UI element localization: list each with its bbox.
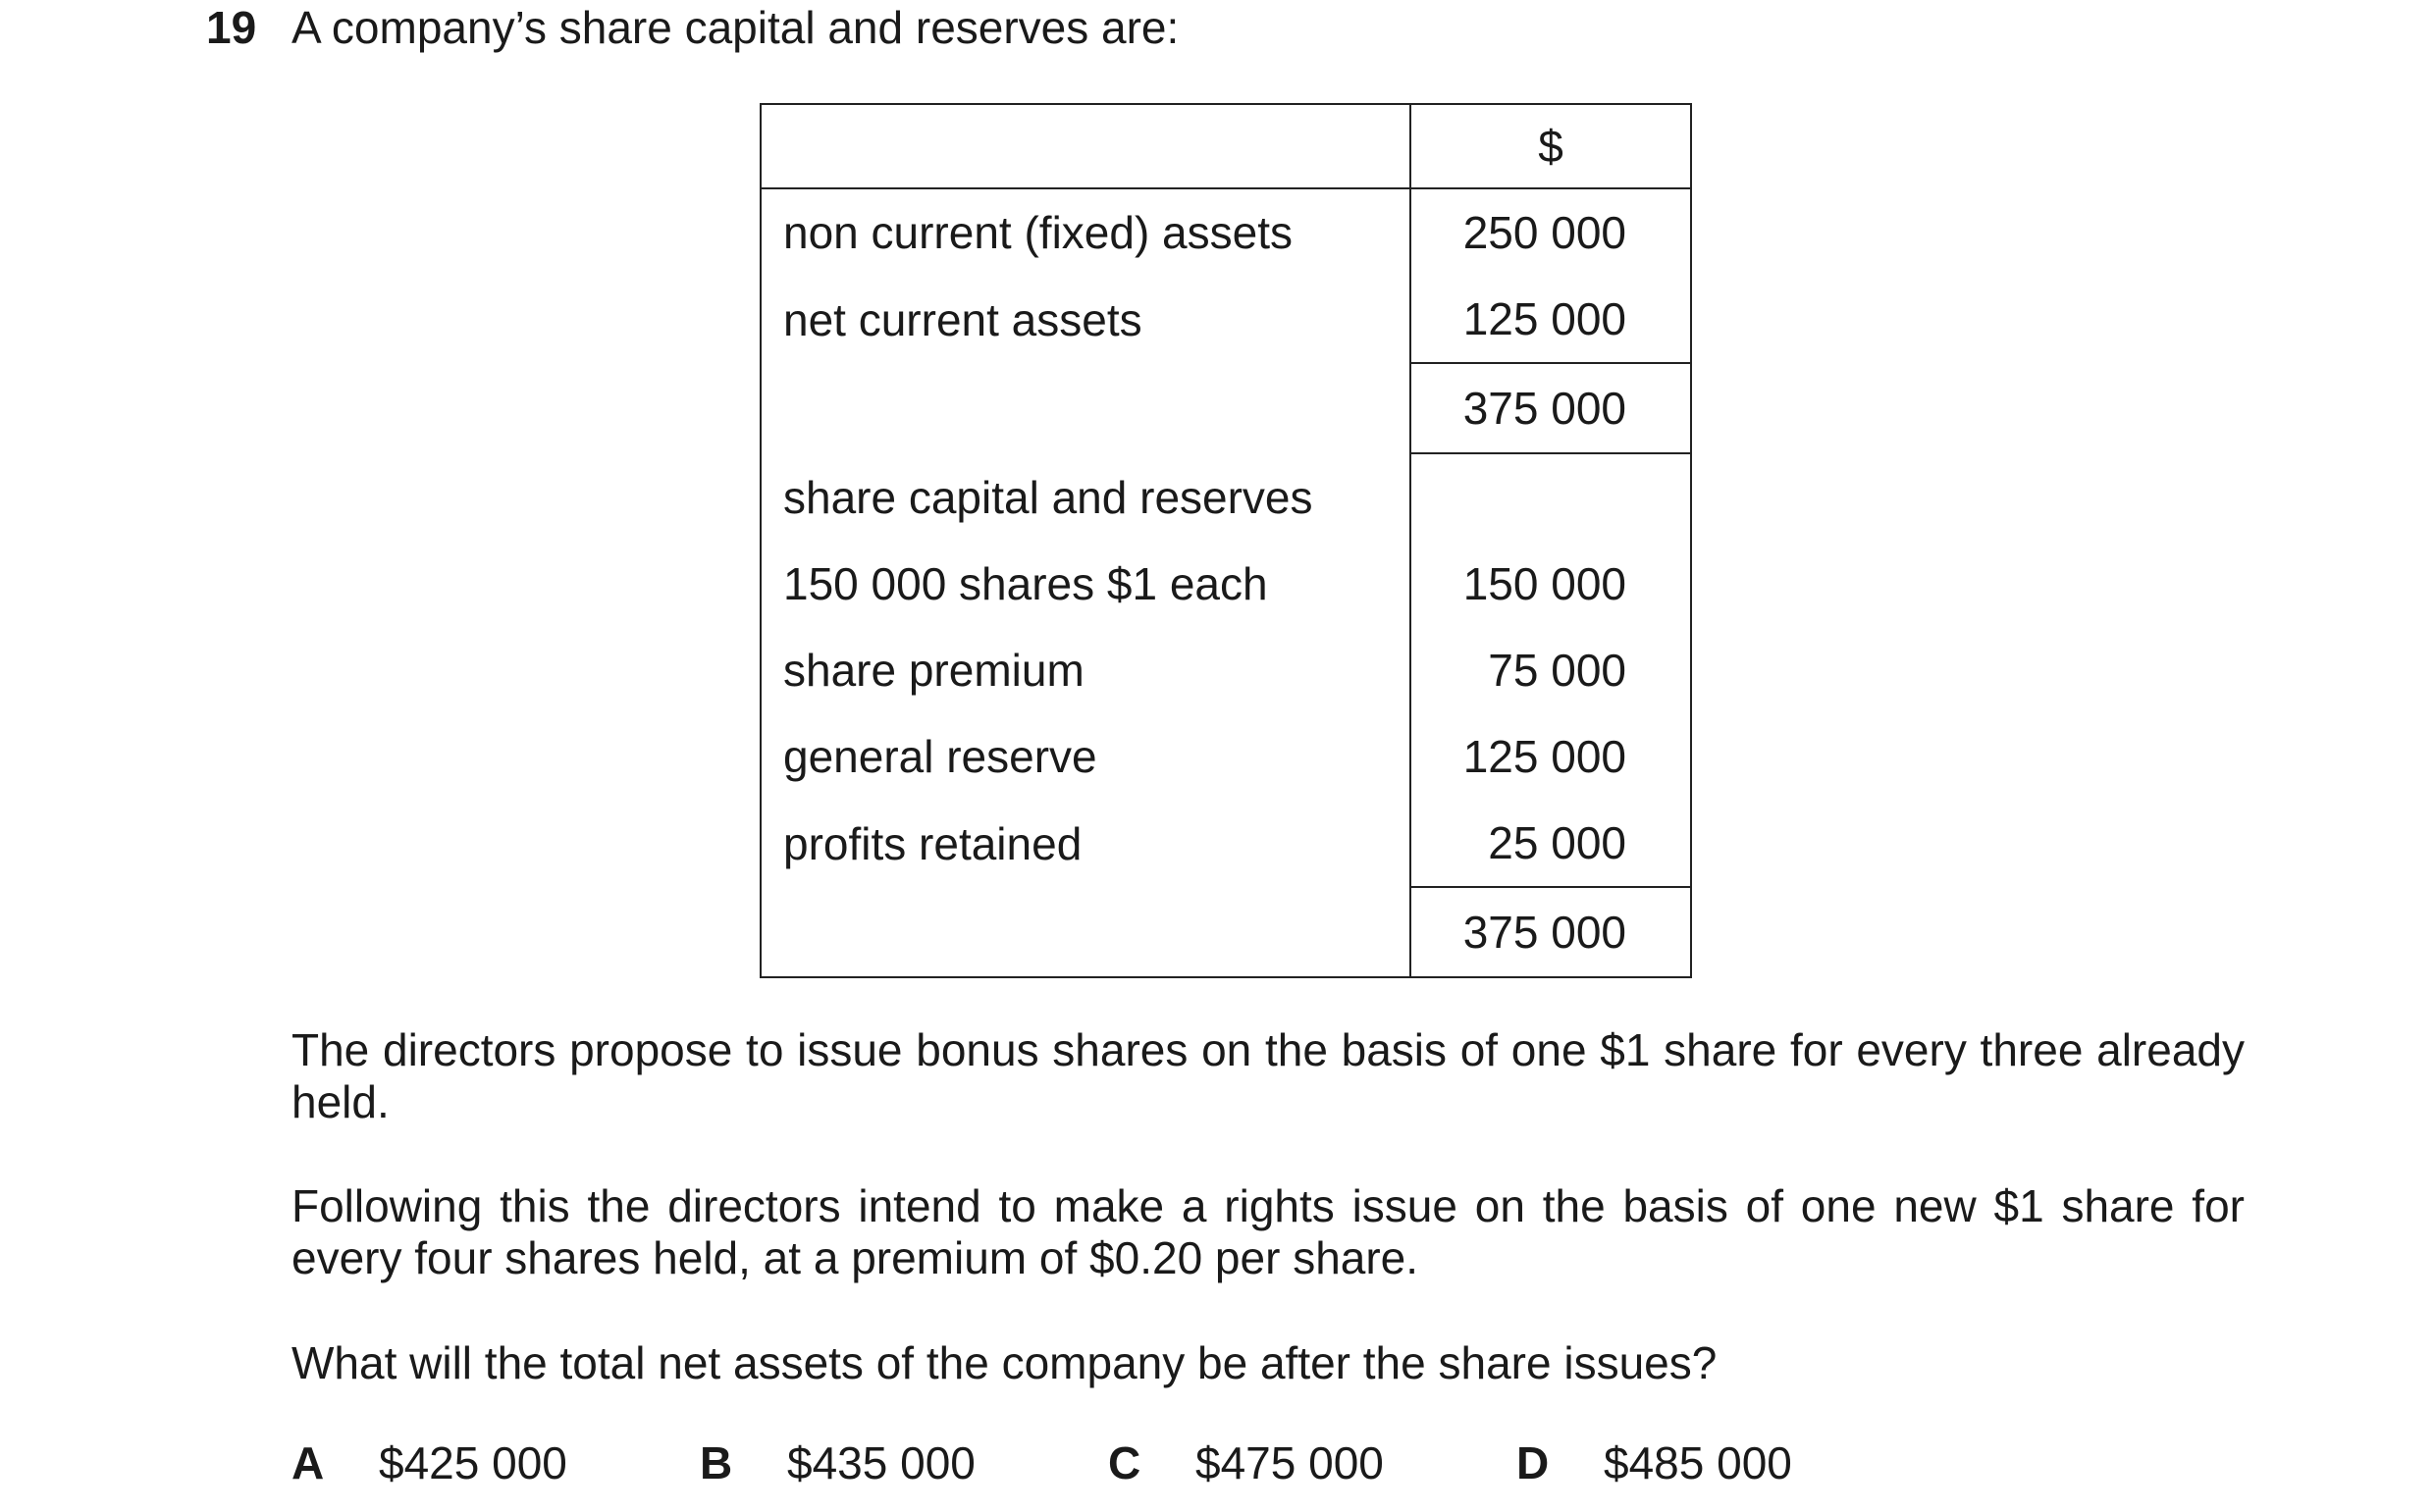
option-a-letter[interactable]: A: [291, 1437, 325, 1488]
row-label: share premium: [761, 627, 1410, 713]
row-amount: 75 000: [1410, 627, 1691, 713]
option-d-letter[interactable]: D: [1516, 1437, 1550, 1488]
row-label: profits retained: [761, 800, 1410, 887]
row-amount: 25 000: [1410, 800, 1691, 887]
row-label: [761, 887, 1410, 977]
question-prompt: What will the total net assets of the company be after the share issues?: [291, 1337, 1718, 1388]
table-row-total: [761, 887, 1691, 977]
balance-sheet-table: [760, 103, 1692, 978]
table-header-label-cell: [761, 104, 1410, 188]
row-label: general reserve: [761, 713, 1410, 800]
currency-header: $: [1410, 104, 1691, 188]
row-amount: [1410, 453, 1691, 541]
option-d-value[interactable]: $485 000: [1604, 1437, 1792, 1488]
option-b-letter[interactable]: B: [700, 1437, 733, 1488]
table-row: [761, 627, 1691, 713]
row-label: 150 000 shares $1 each: [761, 541, 1410, 627]
table-row: [761, 713, 1691, 800]
table-row: [761, 800, 1691, 887]
table-row: [761, 541, 1691, 627]
net-assets-total: 375 000: [1410, 363, 1691, 453]
table-row-subtotal: [761, 363, 1691, 453]
row-amount: 125 000: [1410, 713, 1691, 800]
bonus-issue-paragraph: The directors propose to issue bonus shares on the basis of one $1 share for every three already held.: [291, 1024, 2245, 1127]
option-c-letter[interactable]: C: [1108, 1437, 1141, 1488]
row-amount: 250 000: [1410, 188, 1691, 276]
row-amount: 150 000: [1410, 541, 1691, 627]
option-b-value[interactable]: $435 000: [787, 1437, 976, 1488]
option-a-value[interactable]: $425 000: [379, 1437, 567, 1488]
rights-issue-paragraph: Following this the directors intend to make a rights issue on the basis of one new $1 share for every four shares held, at a premium of $0.20 per share.: [291, 1180, 2245, 1283]
table-row: [761, 276, 1691, 363]
table-row: [761, 453, 1691, 541]
section-heading: share capital and reserves: [761, 453, 1410, 541]
row-label: non current (fixed) assets: [761, 188, 1410, 276]
question-stem: A company’s share capital and reserves are:: [291, 2, 1180, 53]
row-label: net current assets: [761, 276, 1410, 363]
row-label: [761, 363, 1410, 453]
table-header-row: [761, 104, 1691, 188]
option-c-value[interactable]: $475 000: [1195, 1437, 1384, 1488]
row-amount: 125 000: [1410, 276, 1691, 363]
question-number: 19: [206, 2, 257, 53]
capital-reserves-total: 375 000: [1410, 887, 1691, 977]
table-row: [761, 188, 1691, 276]
